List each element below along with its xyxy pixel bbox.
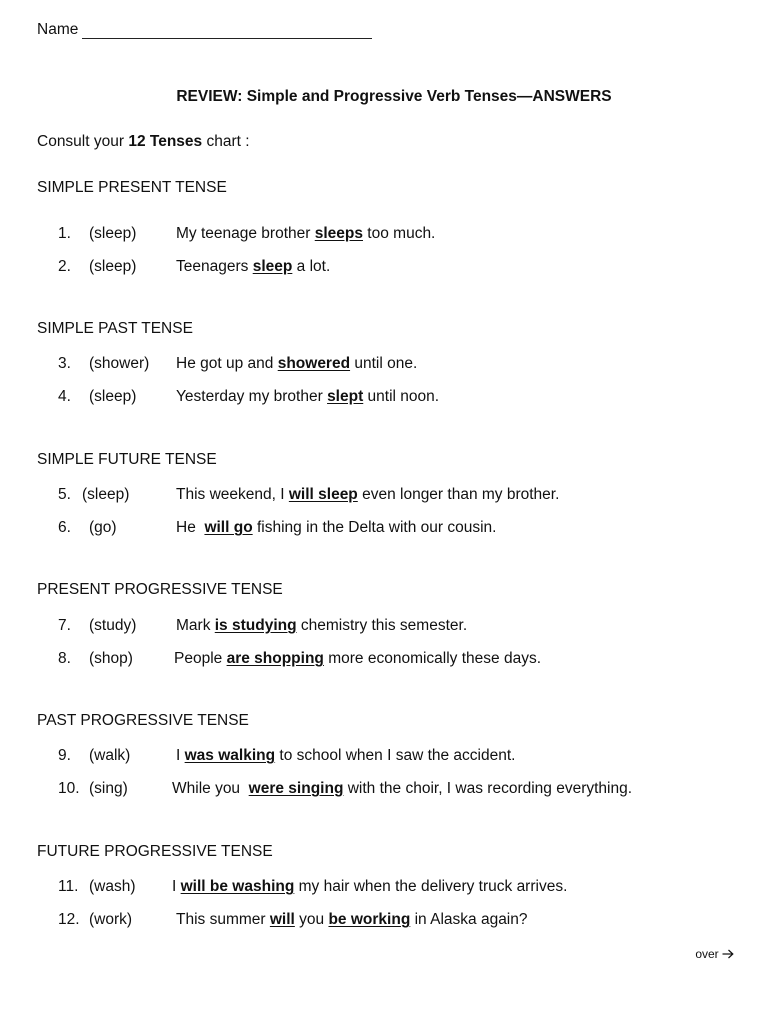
consult-text-before: Consult your xyxy=(37,133,129,150)
item-sentence xyxy=(174,650,541,668)
sentence-text: my hair when the delivery truck arrives. xyxy=(294,878,568,895)
consult-text-bold: 12 Tenses xyxy=(128,133,203,150)
sentence-text: Mark xyxy=(176,617,215,634)
sentence-text: chemistry this semester. xyxy=(296,617,468,634)
item-sentence xyxy=(172,878,567,896)
sentence-text: My teenage brother xyxy=(176,225,315,242)
item-sentence xyxy=(176,258,330,276)
item-sentence xyxy=(176,911,528,929)
item-number: 9. xyxy=(58,747,71,764)
answer-text: was walking xyxy=(184,747,276,764)
item-number: 3. xyxy=(58,355,71,372)
item-verb: (sing) xyxy=(89,780,128,797)
item-verb: (sleep) xyxy=(89,388,137,405)
consult-text-after: chart : xyxy=(202,133,250,150)
sentence-text: Yesterday my brother xyxy=(176,388,328,405)
sentence-text: This summer xyxy=(176,911,270,928)
sentence-text: more economically these days. xyxy=(323,650,542,667)
sentence-text: People xyxy=(174,650,227,667)
sentence-text: While you xyxy=(172,780,249,797)
sentence-text: a lot. xyxy=(292,258,331,275)
answer-text: sleeps xyxy=(314,225,363,242)
item-sentence xyxy=(176,617,467,635)
section-title-present-progressive: PRESENT PROGRESSIVE TENSE xyxy=(37,581,283,598)
name-label: Name xyxy=(37,21,79,38)
item-verb: (sleep) xyxy=(82,486,130,503)
sentence-text: too much. xyxy=(363,225,436,242)
item-number: 7. xyxy=(58,617,71,634)
section-title-simple-past: SIMPLE PAST TENSE xyxy=(37,320,193,337)
item-sentence xyxy=(176,388,439,406)
answer-text: will xyxy=(269,911,295,928)
sentence-text: to school when I saw the accident. xyxy=(275,747,516,764)
answer-text: will be washing xyxy=(180,878,295,895)
item-verb: (shop) xyxy=(89,650,133,667)
consult-instruction xyxy=(37,133,250,151)
answer-text: sleep xyxy=(252,258,293,275)
sentence-text: I xyxy=(176,747,185,764)
item-verb: (sleep) xyxy=(89,225,137,242)
item-number: 4. xyxy=(58,388,71,405)
item-sentence xyxy=(172,780,632,798)
item-number: 6. xyxy=(58,519,71,536)
section-title-simple-present: SIMPLE PRESENT TENSE xyxy=(37,179,227,196)
page-title: REVIEW: Simple and Progressive Verb Tenses—ANSWERS xyxy=(176,88,612,105)
item-verb: (wash) xyxy=(89,878,136,895)
sentence-text: fishing in the Delta with our cousin. xyxy=(252,519,497,536)
sentence-text: even longer than my brother. xyxy=(357,486,560,503)
sentence-text: Teenagers xyxy=(176,258,253,275)
answer-text: are shopping xyxy=(226,650,324,667)
sentence-text: He xyxy=(176,519,205,536)
item-number: 11. xyxy=(58,878,79,895)
item-verb: (go) xyxy=(89,519,117,536)
over-note xyxy=(695,947,734,961)
item-number: 2. xyxy=(58,258,71,275)
over-text: over xyxy=(695,947,719,961)
item-verb: (sleep) xyxy=(89,258,137,275)
section-title-future-progressive: FUTURE PROGRESSIVE TENSE xyxy=(37,843,273,860)
item-number: 5. xyxy=(58,486,71,503)
sentence-text: you xyxy=(294,911,329,928)
item-verb: (shower) xyxy=(89,355,150,372)
answer-text: be working xyxy=(328,911,411,928)
item-number: 12. xyxy=(58,911,80,928)
answer-text: slept xyxy=(327,388,364,405)
item-number: 1. xyxy=(58,225,71,242)
item-sentence xyxy=(176,519,496,537)
item-sentence xyxy=(176,355,417,373)
item-verb: (study) xyxy=(89,617,137,634)
section-title-simple-future: SIMPLE FUTURE TENSE xyxy=(37,451,217,468)
answer-text: will sleep xyxy=(288,486,358,503)
item-verb: (work) xyxy=(89,911,133,928)
item-sentence xyxy=(176,225,435,243)
sentence-text: This weekend, I xyxy=(176,486,289,503)
sentence-text: I xyxy=(172,878,181,895)
answer-text: were singing xyxy=(248,780,344,797)
answer-text: showered xyxy=(277,355,351,372)
item-number: 8. xyxy=(58,650,71,667)
section-title-past-progressive: PAST PROGRESSIVE TENSE xyxy=(37,712,249,729)
sentence-text: in Alaska again? xyxy=(410,911,528,928)
sentence-text: until one. xyxy=(350,355,418,372)
sentence-text: until noon. xyxy=(363,388,440,405)
item-verb: (walk) xyxy=(89,747,131,764)
sentence-text: with the choir, I was recording everything. xyxy=(343,780,633,797)
name-blank-line xyxy=(82,38,372,39)
sentence-text: He got up and xyxy=(176,355,278,372)
item-number: 10. xyxy=(58,780,80,797)
arrow-right-icon xyxy=(722,947,734,961)
item-sentence xyxy=(176,747,515,765)
item-sentence xyxy=(176,486,559,504)
answer-text: will go xyxy=(204,519,253,536)
answer-text: is studying xyxy=(214,617,297,634)
